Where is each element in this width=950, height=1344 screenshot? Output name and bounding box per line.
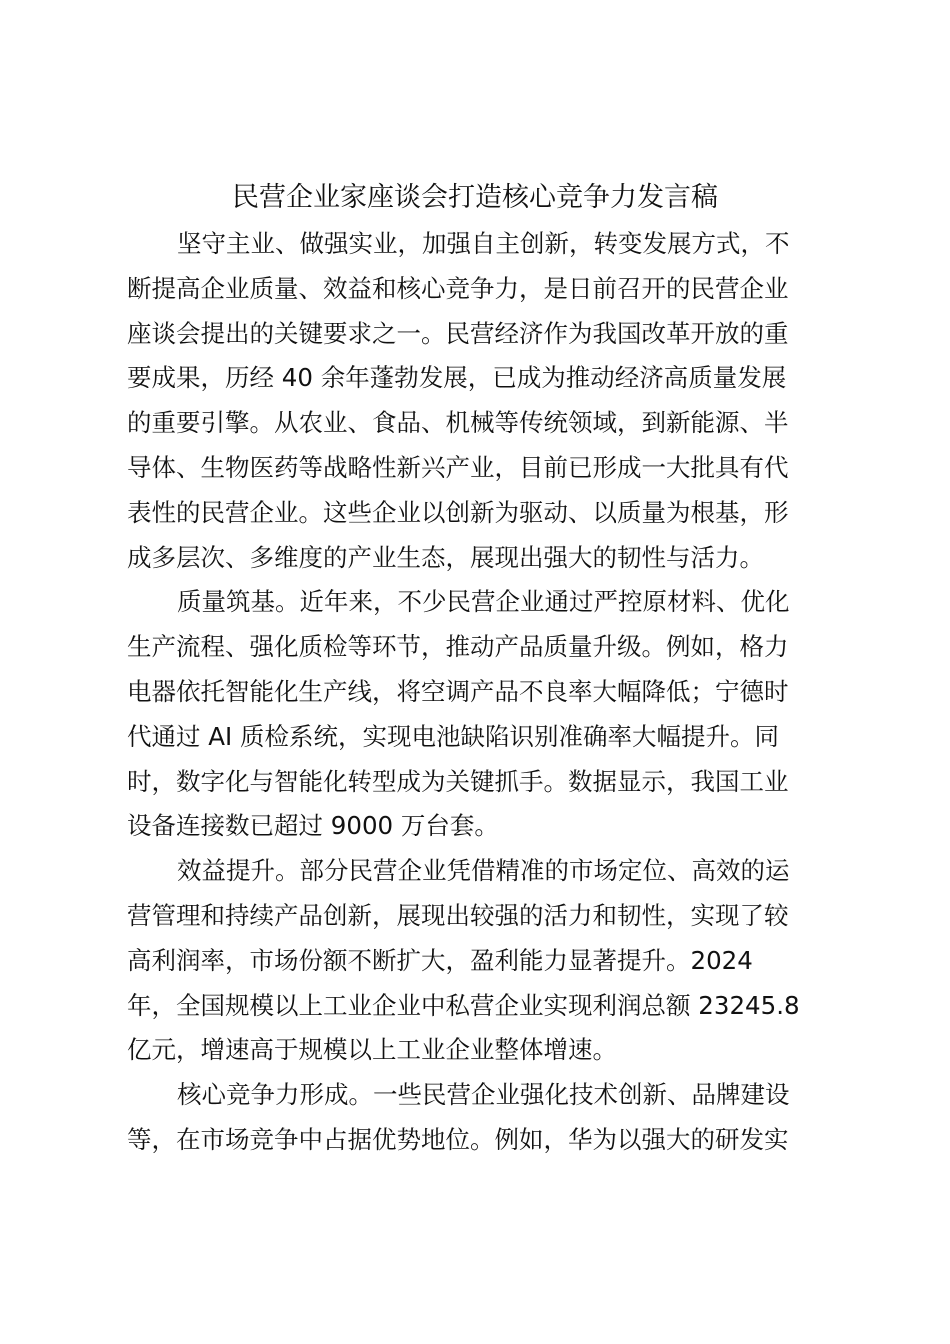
paragraph-2-line: 电器依托智能化生产线，将空调产品不良率大幅降低；宁德时: [127, 676, 789, 706]
document-body: [127, 222, 827, 1163]
paragraph-1-line: 的重要引擎。从农业、食品、机械等传统领域，到新能源、半: [127, 408, 789, 438]
paragraph-3-line: 营管理和持续产品创新，展现出较强的活力和韧性，实现了较: [127, 900, 789, 930]
paragraph-1-line: 表性的民营企业。这些企业以创新为驱动、以质量为根基，形: [127, 497, 789, 527]
document-title: 民营企业家座谈会打造核心竞争力发言稿: [232, 182, 718, 213]
paragraph-1-line: 要成果，历经 40 余年蓬勃发展，已成为推动经济高质量发展: [127, 363, 787, 393]
paragraph-2-line: 设备连接数已超过 9000 万台套。: [127, 811, 499, 841]
paragraph-2-line: 生产流程、强化质检等环节，推动产品质量升级。例如，格力: [127, 632, 789, 662]
paragraph-4-line: 等，在市场竞争中占据优势地位。例如，华为以强大的研发实: [127, 1124, 789, 1154]
paragraph-1-line: 导体、生物医药等战略性新兴产业，目前已形成一大批具有代: [127, 452, 789, 482]
paragraph-3-line: 亿元，增速高于规模以上工业企业整体增速。: [127, 1035, 617, 1065]
paragraph-4-line: 核心竞争力形成。一些民营企业强化技术创新、品牌建设: [177, 1080, 790, 1110]
paragraph-2-line: 质量筑基。近年来，不少民营企业通过严控原材料、优化: [177, 587, 790, 617]
paragraph-2-line: 代通过 AI 质检系统，实现电池缺陷识别准确率大幅提升。同: [127, 721, 780, 751]
paragraph-2-line: 时，数字化与智能化转型成为关键抓手。数据显示，我国工业: [127, 766, 789, 796]
paragraph-1-line: 坚守主业、做强实业，加强自主创新，转变发展方式，不: [177, 229, 790, 258]
paragraph-3-line: 效益提升。部分民营企业凭借精准的市场定位、高效的运: [177, 856, 790, 886]
paragraph-3-line: 高利润率，市场份额不断扩大，盈利能力显著提升。2024: [127, 945, 753, 975]
paragraph-1-line: 断提高企业质量、效益和核心竞争力，是日前召开的民营企业: [127, 273, 789, 303]
paragraph-3-line: 年，全国规模以上工业企业中私营企业实现利润总额 23245.8: [127, 990, 800, 1020]
paragraph-1-line: 座谈会提出的关键要求之一。民营经济作为我国改革开放的重: [127, 318, 789, 348]
paragraph-1-line: 成多层次、多维度的产业生态，展现出强大的韧性与活力。: [127, 542, 764, 572]
